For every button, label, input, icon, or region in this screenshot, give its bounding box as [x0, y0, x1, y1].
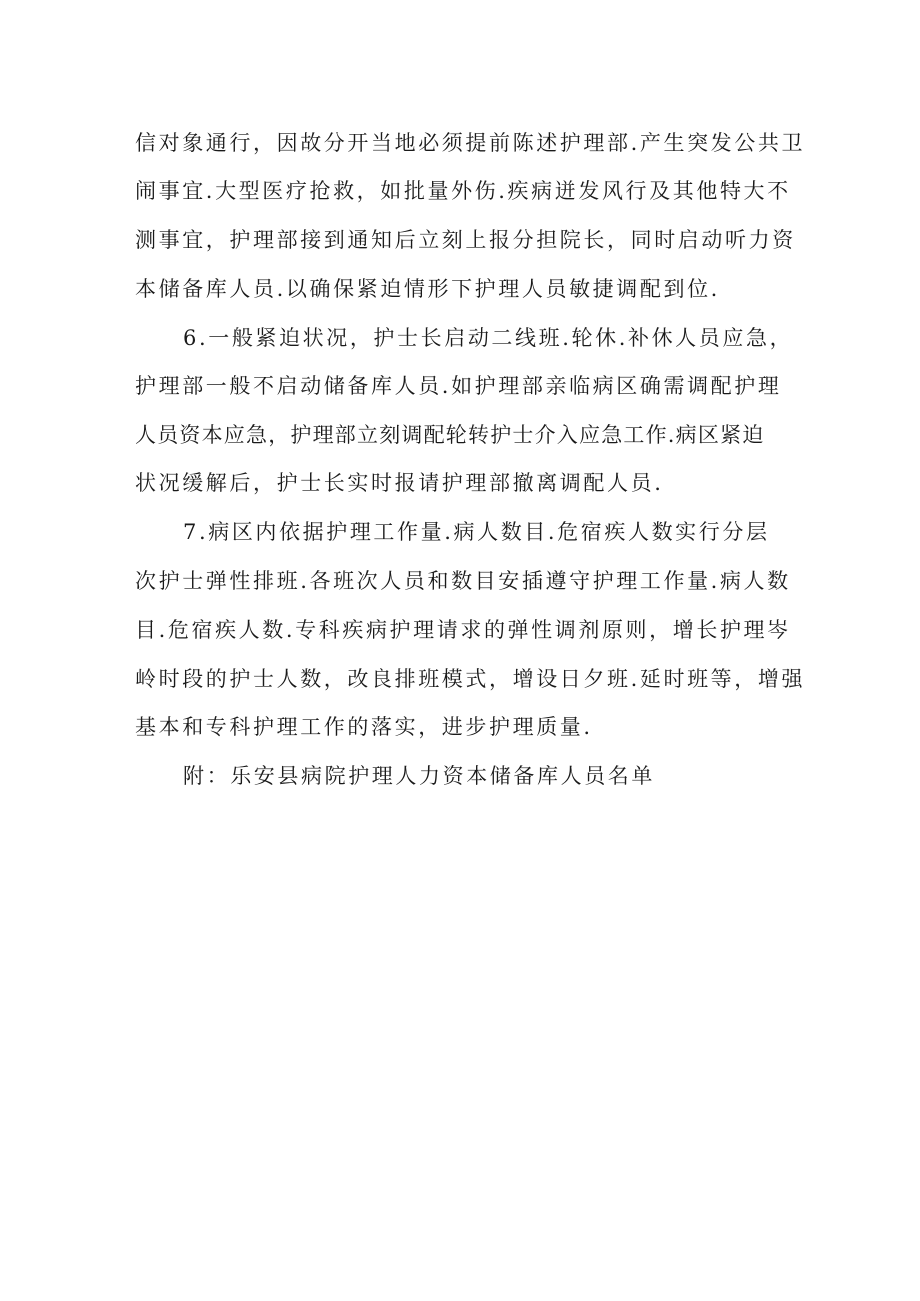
paragraph-line: 人员资本应急，护理部立刻调配轮转护士介入应急工作.病区紧迫 [135, 423, 765, 447]
paragraph-line: 次护士弹性排班.各班次人员和数目安插遵守护理工作量.病人数 [135, 569, 791, 593]
paragraph-line: 状况缓解后，护士长实时报请护理部撤离调配人员. [135, 471, 664, 495]
paragraph-line: 基本和专科护理工作的落实，进步护理质量. [135, 715, 593, 739]
paragraph-line: 7.病区内依据护理工作量.病人数目.危宿疾人数实行分层 [183, 520, 770, 544]
attachment-note: 附：乐安县病院护理人力资本储备库人员名单 [183, 764, 655, 788]
paragraph-line: 本储备库人员.以确保紧迫情形下护理人员敏捷调配到位. [135, 277, 720, 301]
paragraph-line: 闹事宜.大型医疗抢救，如批量外伤.疾病迸发风行及其他特大不 [135, 179, 791, 203]
paragraph-line: 护理部一般不启动储备库人员.如护理部亲临病区确需调配护理 [135, 374, 782, 398]
paragraph-line: 6.一般紧迫状况，护士长启动二线班.轮休.补休人员应急， [183, 326, 794, 350]
paragraph-line: 目.危宿疾人数.专科疾病护理请求的弹性调剂原则，增长护理岑 [135, 618, 791, 642]
paragraph-line: 岭时段的护士人数，改良排班模式，增设日夕班.延时班等，增强 [135, 667, 806, 691]
paragraph-line: 测事宜，护理部接到通知后立刻上报分担院长，同时启动听力资 [135, 228, 796, 252]
paragraph-line: 信对象通行，因故分开当地必须提前陈述护理部.产生突发公共卫 [135, 131, 806, 155]
